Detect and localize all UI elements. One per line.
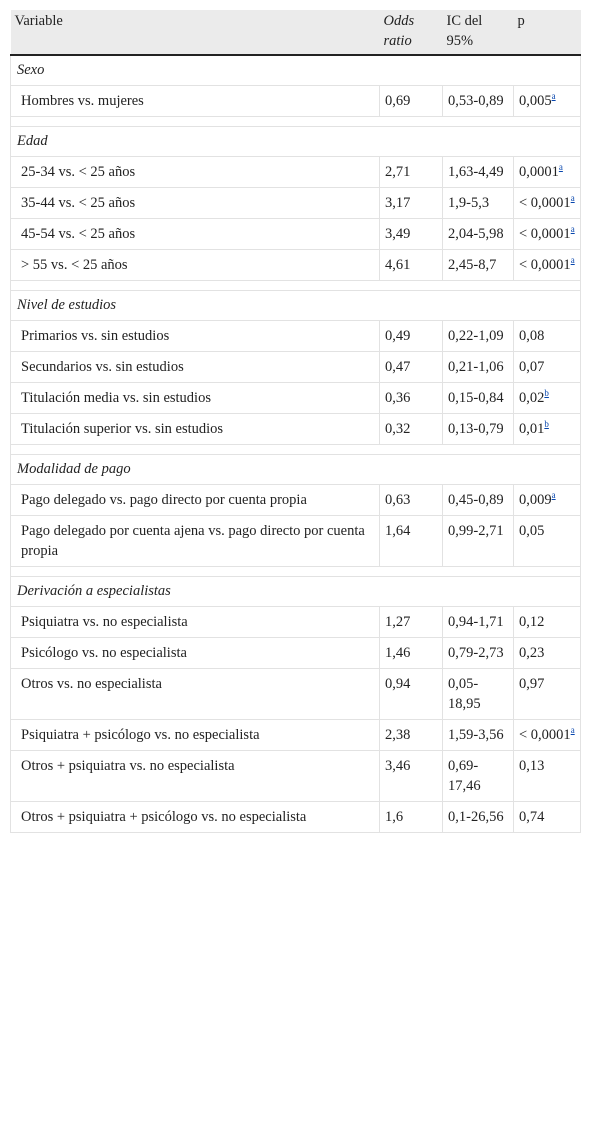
- odds-ratio-cell: 3,49: [380, 219, 443, 250]
- variable-cell: Pago delegado vs. pago directo por cuenta propia: [11, 485, 380, 516]
- ci-cell: 0,05-18,95: [443, 669, 514, 720]
- ci-cell: 1,63-4,49: [443, 157, 514, 188]
- footnote-marker: [571, 725, 575, 735]
- table-row: [11, 516, 581, 567]
- header-p: p: [514, 10, 581, 55]
- footnote-link[interactable]: a: [570, 255, 575, 266]
- variable-cell: Otros vs. no especialista: [11, 669, 380, 720]
- section-row: [11, 291, 581, 321]
- p-value-cell: [514, 321, 581, 352]
- odds-ratio-cell: 3,17: [380, 188, 443, 219]
- odds-ratio-cell: 1,27: [380, 607, 443, 638]
- section-title: Modalidad de pago: [11, 455, 581, 485]
- ci-cell: 0,21-1,06: [443, 352, 514, 383]
- odds-ratio-cell: 4,61: [380, 250, 443, 281]
- header-variable: Variable: [11, 10, 380, 55]
- table-row: [11, 352, 581, 383]
- section-title: Sexo: [11, 55, 581, 86]
- p-value: < 0,0001: [519, 727, 571, 743]
- variable-cell: Secundarios vs. sin estudios: [11, 352, 380, 383]
- p-value-cell: [514, 250, 581, 281]
- odds-ratio-cell: 0,47: [380, 352, 443, 383]
- header-row: [11, 10, 581, 55]
- odds-ratio-cell: 0,32: [380, 414, 443, 445]
- table-row: [11, 86, 581, 117]
- odds-ratio-cell: 1,6: [380, 802, 443, 833]
- section-spacer: [11, 445, 581, 455]
- variable-cell: Titulación superior vs. sin estudios: [11, 414, 380, 445]
- odds-ratio-cell: 1,46: [380, 638, 443, 669]
- ci-cell: 1,9-5,3: [443, 188, 514, 219]
- footnote-link[interactable]: a: [570, 725, 575, 736]
- spacer-cell: [11, 445, 581, 455]
- variable-cell: Psiquiatra + psicólogo vs. no especialista: [11, 720, 380, 751]
- header-ci: IC del 95%: [443, 10, 514, 55]
- section-title: Derivación a especialistas: [11, 577, 581, 607]
- section-row: [11, 455, 581, 485]
- variable-cell: Pago delegado por cuenta ajena vs. pago directo por cuenta propia: [11, 516, 380, 567]
- table-row: [11, 219, 581, 250]
- variable-cell: 45-54 vs. < 25 años: [11, 219, 380, 250]
- section-row: [11, 577, 581, 607]
- odds-ratio-cell: 0,69: [380, 86, 443, 117]
- odds-ratio-cell: 0,36: [380, 383, 443, 414]
- p-value-cell: [514, 352, 581, 383]
- table-row: [11, 157, 581, 188]
- ci-cell: 0,53-0,89: [443, 86, 514, 117]
- footnote-link[interactable]: a: [558, 162, 563, 173]
- p-value: 0,07: [519, 359, 545, 375]
- table-row: [11, 485, 581, 516]
- p-value: 0,23: [519, 645, 545, 661]
- ci-cell: 0,99-2,71: [443, 516, 514, 567]
- section-spacer: [11, 281, 581, 291]
- table-row: [11, 802, 581, 833]
- p-value: 0,0001: [519, 164, 559, 180]
- footnote-link[interactable]: a: [551, 490, 556, 501]
- odds-ratio-cell: 0,49: [380, 321, 443, 352]
- p-value: 0,01: [519, 421, 545, 437]
- variable-cell: Psiquiatra vs. no especialista: [11, 607, 380, 638]
- p-value-cell: [514, 516, 581, 567]
- footnote-link[interactable]: a: [570, 193, 575, 204]
- variable-cell: Titulación media vs. sin estudios: [11, 383, 380, 414]
- spacer-cell: [11, 567, 581, 577]
- p-value: 0,13: [519, 758, 545, 774]
- footnote-link[interactable]: a: [551, 91, 556, 102]
- p-value: 0,97: [519, 676, 545, 692]
- table-row: [11, 321, 581, 352]
- footnote-marker: [544, 388, 549, 398]
- table-row: [11, 250, 581, 281]
- footnote-marker: [571, 255, 575, 265]
- section-row: [11, 127, 581, 157]
- p-value-cell: [514, 219, 581, 250]
- p-value-cell: [514, 188, 581, 219]
- ci-cell: 0,45-0,89: [443, 485, 514, 516]
- footnote-marker: [552, 490, 556, 500]
- odds-ratio-table: [10, 10, 581, 833]
- p-value: 0,08: [519, 328, 545, 344]
- p-value: < 0,0001: [519, 226, 571, 242]
- odds-ratio-cell: 0,94: [380, 669, 443, 720]
- footnote-marker: [552, 91, 556, 101]
- p-value-cell: [514, 669, 581, 720]
- ci-cell: 0,94-1,71: [443, 607, 514, 638]
- p-value-cell: [514, 157, 581, 188]
- ci-cell: 2,45-8,7: [443, 250, 514, 281]
- section-spacer: [11, 567, 581, 577]
- ci-cell: 0,22-1,09: [443, 321, 514, 352]
- p-value-cell: [514, 607, 581, 638]
- ci-cell: 0,69-17,46: [443, 751, 514, 802]
- footnote-link[interactable]: b: [544, 419, 549, 430]
- p-value: 0,74: [519, 809, 545, 825]
- variable-cell: Otros + psiquiatra + psicólogo vs. no especialista: [11, 802, 380, 833]
- variable-cell: > 55 vs. < 25 años: [11, 250, 380, 281]
- odds-ratio-cell: 3,46: [380, 751, 443, 802]
- variable-cell: 25-34 vs. < 25 años: [11, 157, 380, 188]
- footnote-marker: [544, 419, 549, 429]
- p-value-cell: [514, 414, 581, 445]
- p-value: 0,005: [519, 93, 552, 109]
- p-value-cell: [514, 485, 581, 516]
- p-value: 0,02: [519, 390, 545, 406]
- odds-ratio-cell: 2,38: [380, 720, 443, 751]
- p-value-cell: [514, 86, 581, 117]
- p-value: < 0,0001: [519, 257, 571, 273]
- ci-cell: 1,59-3,56: [443, 720, 514, 751]
- variable-cell: Primarios vs. sin estudios: [11, 321, 380, 352]
- ci-cell: 0,13-0,79: [443, 414, 514, 445]
- table-row: [11, 638, 581, 669]
- ci-cell: 2,04-5,98: [443, 219, 514, 250]
- table-row: [11, 751, 581, 802]
- spacer-cell: [11, 117, 581, 127]
- variable-cell: Hombres vs. mujeres: [11, 86, 380, 117]
- p-value-cell: [514, 638, 581, 669]
- p-value-cell: [514, 802, 581, 833]
- variable-cell: 35-44 vs. < 25 años: [11, 188, 380, 219]
- header-odds-ratio: Odds ratio: [380, 10, 443, 55]
- ci-cell: 0,79-2,73: [443, 638, 514, 669]
- table-row: [11, 669, 581, 720]
- table-row: [11, 188, 581, 219]
- p-value: 0,009: [519, 492, 552, 508]
- footnote-marker: [571, 224, 575, 234]
- variable-cell: Psicólogo vs. no especialista: [11, 638, 380, 669]
- variable-cell: Otros + psiquiatra vs. no especialista: [11, 751, 380, 802]
- table-row: [11, 607, 581, 638]
- p-value: 0,05: [519, 523, 545, 539]
- footnote-marker: [571, 193, 575, 203]
- p-value: 0,12: [519, 614, 545, 630]
- ci-cell: 0,15-0,84: [443, 383, 514, 414]
- odds-ratio-cell: 2,71: [380, 157, 443, 188]
- p-value-cell: [514, 383, 581, 414]
- section-title: Edad: [11, 127, 581, 157]
- footnote-link[interactable]: a: [570, 224, 575, 235]
- table-row: [11, 414, 581, 445]
- odds-ratio-cell: 1,64: [380, 516, 443, 567]
- table-row: [11, 720, 581, 751]
- spacer-cell: [11, 281, 581, 291]
- footnote-marker: [559, 162, 563, 172]
- section-spacer: [11, 117, 581, 127]
- odds-ratio-cell: 0,63: [380, 485, 443, 516]
- p-value-cell: [514, 751, 581, 802]
- ci-cell: 0,1-26,56: [443, 802, 514, 833]
- p-value: < 0,0001: [519, 195, 571, 211]
- table-row: [11, 383, 581, 414]
- footnote-link[interactable]: b: [544, 388, 549, 399]
- section-row: [11, 55, 581, 86]
- section-title: Nivel de estudios: [11, 291, 581, 321]
- p-value-cell: [514, 720, 581, 751]
